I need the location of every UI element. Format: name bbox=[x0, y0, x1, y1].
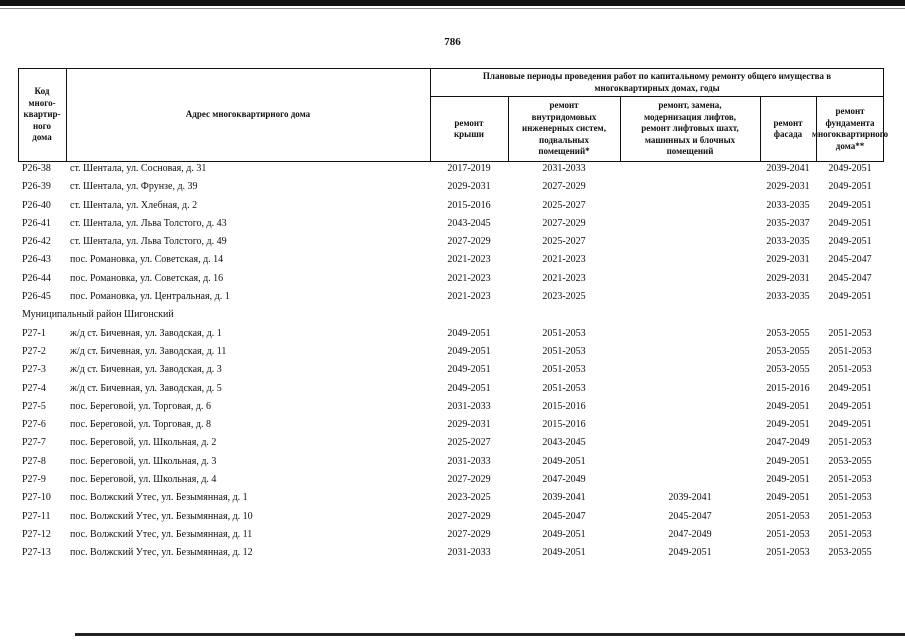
table-row bbox=[18, 233, 884, 251]
page-number: 786 bbox=[444, 36, 461, 48]
row-roof-period: 2029-2031 bbox=[447, 181, 491, 193]
row-roof-period: 2027-2029 bbox=[447, 510, 491, 522]
row-address: пос. Волжский Утес, ул. Безымянная, д. 11 bbox=[70, 528, 253, 540]
header-engineering: ремонт внутридомовых инженерных систем, подвальных помещений* bbox=[522, 100, 606, 157]
row-engineering-period: 2015-2016 bbox=[542, 400, 586, 412]
row-address: ст. Шентала, ул. Хлебная, д. 2 bbox=[70, 199, 198, 211]
header-foundation: ремонт фундамента многоквартирного дома** bbox=[811, 106, 889, 151]
row-facade-period: 2053-2055 bbox=[766, 364, 810, 376]
row-roof-period: 2023-2025 bbox=[447, 492, 491, 504]
table-row bbox=[18, 197, 884, 215]
row-engineering-period: 2049-2051 bbox=[542, 547, 586, 559]
row-facade-period: 2049-2051 bbox=[766, 400, 810, 412]
row-address: ж/д ст. Бичевная, ул. Заводская, д. 3 bbox=[70, 364, 222, 376]
row-foundation-period: 2051-2053 bbox=[828, 492, 872, 504]
row-engineering-period: 2051-2053 bbox=[542, 364, 586, 376]
row-code: Р26-40 bbox=[22, 199, 51, 211]
row-foundation-period: 2049-2051 bbox=[828, 291, 872, 303]
row-address: ж/д ст. Бичевная, ул. Заводская, д. 11 bbox=[70, 345, 227, 357]
row-foundation-period: 2049-2051 bbox=[828, 236, 872, 248]
row-address: пос. Романовка, ул. Центральная, д. 1 bbox=[70, 291, 230, 303]
row-code: Р26-41 bbox=[22, 217, 51, 229]
row-foundation-period: 2051-2053 bbox=[828, 327, 872, 339]
row-facade-period: 2035-2037 bbox=[766, 217, 810, 229]
row-facade-period: 2033-2035 bbox=[766, 199, 810, 211]
row-engineering-period: 2031-2033 bbox=[542, 163, 586, 174]
row-address: ст. Шентала, ул. Льва Толстого, д. 49 bbox=[70, 236, 227, 248]
row-foundation-period: 2053-2055 bbox=[828, 547, 872, 559]
row-engineering-period: 2051-2053 bbox=[542, 382, 586, 394]
row-code: Р27-4 bbox=[22, 382, 46, 394]
table-row bbox=[18, 361, 884, 379]
row-facade-period: 2033-2035 bbox=[766, 236, 810, 248]
row-code: Р27-12 bbox=[22, 528, 51, 540]
row-lifts-period: 2049-2051 bbox=[668, 547, 712, 559]
header-address: Адрес многоквартирного дома bbox=[185, 109, 311, 120]
row-engineering-period: 2049-2051 bbox=[542, 528, 586, 540]
row-facade-period: 2033-2035 bbox=[766, 291, 810, 303]
section-row bbox=[18, 306, 884, 324]
row-foundation-period: 2049-2051 bbox=[828, 199, 872, 211]
row-code: Р26-39 bbox=[22, 181, 51, 193]
row-facade-period: 2051-2053 bbox=[766, 547, 810, 559]
row-address: ст. Шентала, ул. Сосновая, д. 31 bbox=[70, 163, 207, 174]
row-foundation-period: 2049-2051 bbox=[828, 400, 872, 412]
row-foundation-period: 2051-2053 bbox=[828, 345, 872, 357]
row-roof-period: 2049-2051 bbox=[447, 364, 491, 376]
row-roof-period: 2017-2019 bbox=[447, 163, 491, 174]
row-foundation-period: 2045-2047 bbox=[828, 254, 872, 266]
row-roof-period: 2027-2029 bbox=[447, 528, 491, 540]
table-row bbox=[18, 434, 884, 452]
row-engineering-period: 2043-2045 bbox=[542, 437, 586, 449]
row-code: Р26-44 bbox=[22, 272, 51, 284]
row-foundation-period: 2051-2053 bbox=[828, 528, 872, 540]
table-row bbox=[18, 416, 884, 434]
row-code: Р27-2 bbox=[22, 345, 46, 357]
row-roof-period: 2021-2023 bbox=[447, 272, 491, 284]
row-foundation-period: 2049-2051 bbox=[828, 163, 872, 174]
row-lifts-period: 2047-2049 bbox=[668, 528, 712, 540]
row-roof-period: 2027-2029 bbox=[447, 474, 491, 486]
row-lifts-period: 2045-2047 bbox=[668, 510, 712, 522]
row-roof-period: 2015-2016 bbox=[447, 199, 491, 211]
row-engineering-period: 2025-2027 bbox=[542, 199, 586, 211]
header-code: Код много- квартир- ного дома bbox=[23, 86, 61, 143]
row-engineering-period: 2025-2027 bbox=[542, 236, 586, 248]
row-code: Р27-1 bbox=[22, 327, 46, 339]
table-row bbox=[18, 325, 884, 343]
top-border bbox=[0, 0, 905, 6]
row-engineering-period: 2051-2053 bbox=[542, 345, 586, 357]
row-engineering-period: 2023-2025 bbox=[542, 291, 586, 303]
row-code: Р27-9 bbox=[22, 474, 46, 486]
row-roof-period: 2029-2031 bbox=[447, 419, 491, 431]
row-facade-period: 2051-2053 bbox=[766, 510, 810, 522]
header-periods: Плановые периоды проведения работ по капитальному ремонту общего имущества в многоквартирных домах, годы bbox=[482, 71, 832, 93]
row-engineering-period: 2015-2016 bbox=[542, 419, 586, 431]
row-code: Р27-7 bbox=[22, 437, 46, 449]
row-address: пос. Береговой, ул. Школьная, д. 3 bbox=[70, 455, 217, 467]
row-address: ж/д ст. Бичевная, ул. Заводская, д. 5 bbox=[70, 382, 222, 394]
row-engineering-period: 2021-2023 bbox=[542, 272, 586, 284]
row-code: Р26-43 bbox=[22, 254, 51, 266]
row-roof-period: 2049-2051 bbox=[447, 345, 491, 357]
row-foundation-period: 2051-2053 bbox=[828, 437, 872, 449]
table-row bbox=[18, 270, 884, 288]
row-roof-period: 2049-2051 bbox=[447, 327, 491, 339]
table-row bbox=[18, 471, 884, 489]
table-row bbox=[18, 380, 884, 398]
row-foundation-period: 2051-2053 bbox=[828, 510, 872, 522]
row-engineering-period: 2021-2023 bbox=[542, 254, 586, 266]
row-lifts-period: 2039-2041 bbox=[668, 492, 712, 504]
row-address: пос. Романовка, ул. Советская, д. 14 bbox=[70, 254, 224, 266]
table-row bbox=[18, 251, 884, 269]
row-facade-period: 2053-2055 bbox=[766, 345, 810, 357]
row-engineering-period: 2045-2047 bbox=[542, 510, 586, 522]
row-engineering-period: 2027-2029 bbox=[542, 217, 586, 229]
row-address: пос. Береговой, ул. Торговая, д. 6 bbox=[70, 400, 211, 412]
row-code: Р26-45 bbox=[22, 291, 51, 303]
row-address: пос. Береговой, ул. Школьная, д. 2 bbox=[70, 437, 217, 449]
table-row bbox=[18, 343, 884, 361]
row-address: пос. Романовка, ул. Советская, д. 16 bbox=[70, 272, 224, 284]
row-code: Р27-6 bbox=[22, 419, 46, 431]
header-roof: ремонт крыши bbox=[453, 117, 484, 139]
table-row bbox=[18, 526, 884, 544]
row-foundation-period: 2049-2051 bbox=[828, 382, 872, 394]
row-facade-period: 2029-2031 bbox=[766, 181, 810, 193]
row-roof-period: 2031-2033 bbox=[447, 400, 491, 412]
row-facade-period: 2051-2053 bbox=[766, 528, 810, 540]
row-code: Р26-38 bbox=[22, 163, 51, 174]
row-roof-period: 2031-2033 bbox=[447, 455, 491, 467]
row-foundation-period: 2053-2055 bbox=[828, 455, 872, 467]
table-header bbox=[18, 68, 889, 162]
row-facade-period: 2053-2055 bbox=[766, 327, 810, 339]
table-row bbox=[18, 160, 884, 178]
table-row bbox=[18, 508, 884, 526]
row-code: Р27-10 bbox=[22, 492, 51, 504]
table-row bbox=[18, 544, 884, 562]
row-engineering-period: 2027-2029 bbox=[542, 181, 586, 193]
row-code: Р27-13 bbox=[22, 547, 51, 559]
row-code: Р27-5 bbox=[22, 400, 46, 412]
row-facade-period: 2049-2051 bbox=[766, 474, 810, 486]
row-facade-period: 2049-2051 bbox=[766, 419, 810, 431]
section-title: Муниципальный район Шигонский bbox=[22, 309, 174, 321]
row-address: пос. Волжский Утес, ул. Безымянная, д. 10 bbox=[70, 510, 253, 522]
table-row bbox=[18, 215, 884, 233]
row-address: пос. Береговой, ул. Торговая, д. 8 bbox=[70, 419, 211, 431]
table-body bbox=[18, 160, 884, 563]
row-facade-period: 2039-2041 bbox=[766, 163, 810, 174]
table-row bbox=[18, 398, 884, 416]
row-foundation-period: 2045-2047 bbox=[828, 272, 872, 284]
bottom-border bbox=[75, 633, 905, 636]
table-row bbox=[18, 489, 884, 507]
row-foundation-period: 2049-2051 bbox=[828, 217, 872, 229]
row-facade-period: 2015-2016 bbox=[766, 382, 810, 394]
row-foundation-period: 2051-2053 bbox=[828, 474, 872, 486]
row-engineering-period: 2049-2051 bbox=[542, 455, 586, 467]
row-address: ст. Шентала, ул. Фрунзе, д. 39 bbox=[70, 181, 198, 193]
header-lifts: ремонт, замена, модернизация лифтов, ремонт лифтовых шахт, машинных и блочных помещений bbox=[641, 100, 739, 157]
row-roof-period: 2031-2033 bbox=[447, 547, 491, 559]
header-facade: ремонт фасада bbox=[773, 117, 803, 139]
row-address: пос. Береговой, ул. Школьная, д. 4 bbox=[70, 474, 217, 486]
table-row bbox=[18, 178, 884, 196]
row-roof-period: 2027-2029 bbox=[447, 236, 491, 248]
row-address: пос. Волжский Утес, ул. Безымянная, д. 1 bbox=[70, 492, 248, 504]
row-roof-period: 2021-2023 bbox=[447, 291, 491, 303]
row-code: Р27-8 bbox=[22, 455, 46, 467]
row-address: ж/д ст. Бичевная, ул. Заводская, д. 1 bbox=[70, 327, 222, 339]
table-row bbox=[18, 453, 884, 471]
row-address: ст. Шентала, ул. Льва Толстого, д. 43 bbox=[70, 217, 227, 229]
top-border-thin bbox=[0, 8, 905, 9]
row-address: пос. Волжский Утес, ул. Безымянная, д. 12 bbox=[70, 547, 253, 559]
row-engineering-period: 2051-2053 bbox=[542, 327, 586, 339]
row-roof-period: 2021-2023 bbox=[447, 254, 491, 266]
row-code: Р27-11 bbox=[22, 510, 51, 522]
row-code: Р27-3 bbox=[22, 364, 46, 376]
row-facade-period: 2047-2049 bbox=[766, 437, 810, 449]
row-roof-period: 2043-2045 bbox=[447, 217, 491, 229]
row-code: Р26-42 bbox=[22, 236, 51, 248]
row-roof-period: 2025-2027 bbox=[447, 437, 491, 449]
table-row bbox=[18, 288, 884, 306]
row-foundation-period: 2049-2051 bbox=[828, 419, 872, 431]
row-roof-period: 2049-2051 bbox=[447, 382, 491, 394]
row-facade-period: 2029-2031 bbox=[766, 272, 810, 284]
row-foundation-period: 2051-2053 bbox=[828, 364, 872, 376]
row-foundation-period: 2049-2051 bbox=[828, 181, 872, 193]
row-engineering-period: 2047-2049 bbox=[542, 474, 586, 486]
row-facade-period: 2049-2051 bbox=[766, 455, 810, 467]
row-engineering-period: 2039-2041 bbox=[542, 492, 586, 504]
row-facade-period: 2029-2031 bbox=[766, 254, 810, 266]
row-facade-period: 2049-2051 bbox=[766, 492, 810, 504]
